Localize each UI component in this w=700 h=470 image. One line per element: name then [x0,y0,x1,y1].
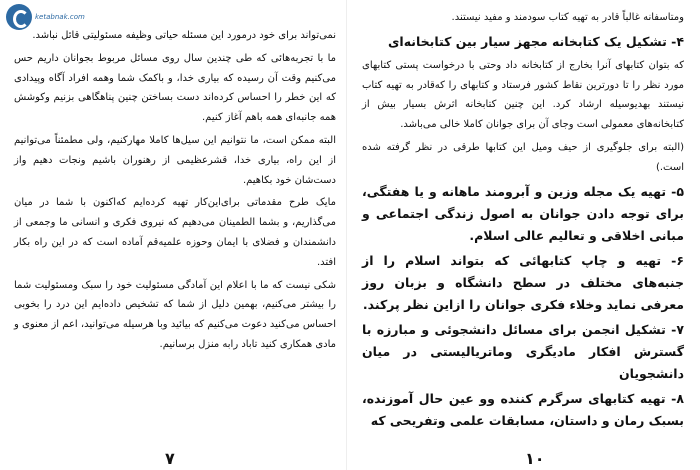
section-heading: ۴- تشکیل یک کتابخانه مجهز سیار بین کتابخانه‌ای [387,33,684,49]
paragraph: نمی‌تواند برای خود درمورد این مسئله حیاتی وظیفه مسئولیتی قائل نباشد. [32,30,336,41]
section-heading: ۵- تهیه یک مجله وزین و آبرومند ماهانه و یا هفتگی، برای توجه دادن جوانان به اصول زندگی اجتماعی و مبانی اخلاقی و تعالیم عالی اسلام. [362,183,684,243]
section-heading: ۶- تهیه و چاپ کتابهائی که بتواند اسلام را از جنبه‌های مختلف در سطح دانشگاه و بزبان روز معرفی نماید وخلاء فکری جوانان را ازاین نظر پرکند. [362,252,684,312]
paragraph: البته ممکن است، ما نتوانیم این سیل‌ها کاملا مهارکنیم، ولی مطمئناً می‌توانیم از این راه، بیاری خدا، قشرعظیمی از رهنوران باشیم ونجات دهیم واز دست‌شان خود بکاهیم. [14,134,336,186]
paragraph: ما با تجربه‌هائی که طی چندین سال روی مسائل مربوط بجوانان داریم حس می‌کنیم وقت آن رسیده که بیاری خدا، و باکمک شما وهمه افراد آگاه وپیدادی که این خطر را احساس کرده‌اند دست بساختن چنین پناهگاهی بزنیم وکوشش همه جانبه‌ای همه باهم آغاز کنیم. [14,52,336,124]
left-page [14,26,336,464]
page-gutter [346,0,347,470]
page-number-left: ۷ [165,449,175,468]
paragraph: که بتوان کتابهای آنرا بخارج از کتابخانه داد وحتی با درخواست پستی کتابهای مورد نظر را تا دورترین نقاط کشور فرستاد و کتابهای را که‌قادر به تهیه کتاب نیستند بهدیوسیله ارشاد کرد. این چنین کتابخانه اثرش بسیار بیش از کتابخانه‌های معمولی است وجای آن برای جوانان کاملا خالی می‌باشد. [362,59,684,131]
logo-text: ketabnak.com [35,13,85,21]
paragraph: ومتاسفانه غالباً قادر به تهیه کتاب سودمند و مفید نیستند. [451,12,684,23]
section-heading: ۷- تشکیل انجمن برای مسائل دانشجوئی و مبارزه با گسترش افکار مادیگری وماتریالیستی در میان دانشجویان [362,321,684,381]
paragraph: مایک طرح مقدماتی برای‌این‌کار تهیه کرده‌ایم که‌اکنون با شما در میان می‌گذاریم، و بشما الطمینان می‌دهیم که نیروی فکری و انسانی ما وجمعی از دانشمندان و فضلای با ایمان وحوزه علمیه‌قم آماده است که در این راه بکار افتد. [14,197,336,268]
page-number-right: ۱۰ [525,449,545,468]
paragraph: شکی نیست که ما با اعلام این آمادگی مسئولیت خود را سبک ومسئولیت شما را بیشتر می‌کنیم، بهمین دلیل از شما که تشخیص داده‌ایم این درد را بخوبی احساس می‌کنید دعوت می‌کنیم که بیائید وبا هرسیله می‌توانید، اعم از معنوی و مادی همکاری کنید تاباد رابه منزل برسانیم. [14,279,336,350]
right-page [362,8,684,464]
paragraph: (البته برای جلوگیری از حیف ومیل این کتابها طرقی در نظر گرفته شده است.) [362,141,684,173]
section-heading: ۸- تهیه کتابهای سرگرم کننده وو عین حال آموزنده، بسبک رمان و داستان، مسابقات علمی وتفریحی که [362,390,684,428]
